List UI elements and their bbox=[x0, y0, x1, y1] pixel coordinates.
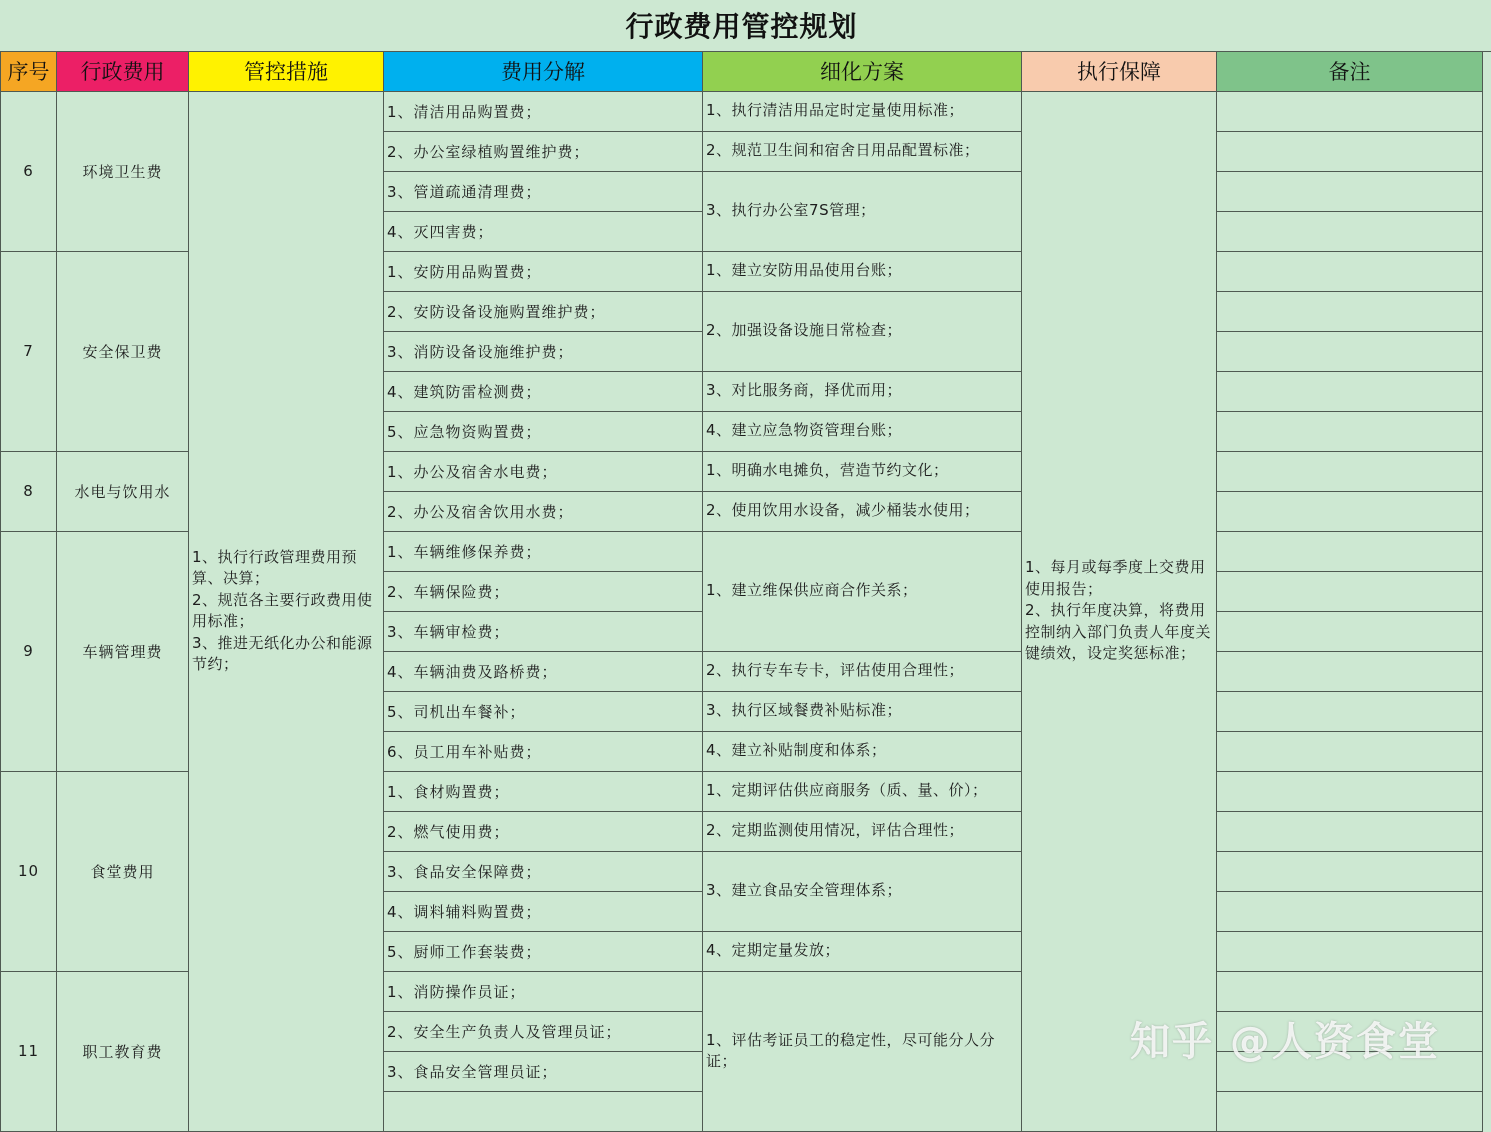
notes-cell[interactable] bbox=[1217, 491, 1483, 531]
category-cell[interactable]: 安全保卫费 bbox=[57, 251, 189, 451]
notes-cell[interactable] bbox=[1217, 1091, 1483, 1131]
column-gap bbox=[1483, 651, 1491, 691]
plan-cell[interactable]: 2、规范卫生间和宿舍日用品配置标准； bbox=[703, 131, 1022, 171]
header-seq[interactable]: 序号 bbox=[1, 51, 57, 91]
notes-cell[interactable] bbox=[1217, 571, 1483, 611]
column-gap bbox=[1483, 1011, 1491, 1051]
column-gap bbox=[1483, 811, 1491, 851]
header-measures[interactable]: 管控措施 bbox=[189, 51, 384, 91]
column-gap bbox=[1483, 131, 1491, 171]
breakdown-cell[interactable]: 1、食材购置费； bbox=[384, 771, 703, 811]
column-gap bbox=[1483, 851, 1491, 891]
notes-cell[interactable] bbox=[1217, 131, 1483, 171]
notes-cell[interactable] bbox=[1217, 251, 1483, 291]
column-gap bbox=[1483, 771, 1491, 811]
header-guarantee[interactable]: 执行保障 bbox=[1022, 51, 1217, 91]
header-plan[interactable]: 细化方案 bbox=[703, 51, 1022, 91]
breakdown-cell[interactable]: 6、员工用车补贴费； bbox=[384, 731, 703, 771]
notes-cell[interactable] bbox=[1217, 691, 1483, 731]
breakdown-cell[interactable]: 4、灭四害费； bbox=[384, 211, 703, 251]
breakdown-cell[interactable]: 1、安防用品购置费； bbox=[384, 251, 703, 291]
notes-cell[interactable] bbox=[1217, 651, 1483, 691]
breakdown-cell[interactable]: 2、燃气使用费； bbox=[384, 811, 703, 851]
column-gap bbox=[1483, 731, 1491, 771]
breakdown-cell[interactable]: 3、车辆审检费； bbox=[384, 611, 703, 651]
breakdown-cell[interactable] bbox=[384, 1091, 703, 1131]
plan-cell[interactable]: 4、建立应急物资管理台账； bbox=[703, 411, 1022, 451]
column-gap bbox=[1483, 611, 1491, 651]
column-gap bbox=[1483, 171, 1491, 211]
notes-cell[interactable] bbox=[1217, 371, 1483, 411]
notes-cell[interactable] bbox=[1217, 171, 1483, 211]
column-gap bbox=[1483, 451, 1491, 491]
header-notes[interactable]: 备注 bbox=[1217, 51, 1483, 91]
breakdown-cell[interactable]: 2、办公室绿植购置维护费； bbox=[384, 131, 703, 171]
plan-cell[interactable]: 1、建立安防用品使用台账； bbox=[703, 251, 1022, 291]
plan-cell[interactable]: 3、建立食品安全管理体系； bbox=[703, 851, 1022, 931]
plan-cell[interactable]: 2、定期监测使用情况，评估合理性； bbox=[703, 811, 1022, 851]
category-cell[interactable]: 环境卫生费 bbox=[57, 91, 189, 251]
breakdown-cell[interactable]: 2、安全生产负责人及管理员证； bbox=[384, 1011, 703, 1051]
notes-cell[interactable] bbox=[1217, 531, 1483, 571]
column-gap bbox=[1483, 691, 1491, 731]
column-gap bbox=[1483, 1051, 1491, 1091]
category-cell[interactable]: 食堂费用 bbox=[57, 771, 189, 971]
notes-cell[interactable] bbox=[1217, 811, 1483, 851]
column-gap bbox=[1483, 371, 1491, 411]
column-gap bbox=[1483, 291, 1491, 331]
breakdown-cell[interactable]: 3、食品安全保障费； bbox=[384, 851, 703, 891]
notes-cell[interactable] bbox=[1217, 731, 1483, 771]
plan-cell[interactable]: 4、建立补贴制度和体系； bbox=[703, 731, 1022, 771]
breakdown-cell[interactable]: 5、厨师工作套装费； bbox=[384, 931, 703, 971]
plan-cell[interactable]: 3、执行办公室7S管理； bbox=[703, 171, 1022, 251]
plan-cell[interactable]: 4、定期定量发放； bbox=[703, 931, 1022, 971]
seq-cell[interactable]: 10 bbox=[1, 771, 57, 971]
plan-cell[interactable]: 3、执行区域餐费补贴标准； bbox=[703, 691, 1022, 731]
breakdown-cell[interactable]: 4、车辆油费及路桥费； bbox=[384, 651, 703, 691]
notes-cell[interactable] bbox=[1217, 891, 1483, 931]
column-gap bbox=[1483, 0, 1491, 51]
breakdown-cell[interactable]: 2、车辆保险费； bbox=[384, 571, 703, 611]
header-category[interactable]: 行政费用 bbox=[57, 51, 189, 91]
notes-cell[interactable] bbox=[1217, 411, 1483, 451]
notes-cell[interactable] bbox=[1217, 211, 1483, 251]
plan-cell[interactable]: 1、评估考证员工的稳定性，尽可能分人分证； bbox=[703, 971, 1022, 1131]
plan-cell[interactable]: 1、执行清洁用品定时定量使用标准； bbox=[703, 91, 1022, 131]
seq-cell[interactable]: 11 bbox=[1, 971, 57, 1131]
column-gap bbox=[1483, 891, 1491, 931]
table-row bbox=[1, 91, 1491, 131]
breakdown-cell[interactable]: 1、清洁用品购置费； bbox=[384, 91, 703, 131]
notes-cell[interactable] bbox=[1217, 971, 1483, 1011]
column-gap bbox=[1483, 211, 1491, 251]
category-cell[interactable]: 职工教育费 bbox=[57, 971, 189, 1131]
plan-cell[interactable]: 1、建立维保供应商合作关系； bbox=[703, 531, 1022, 651]
seq-cell[interactable]: 8 bbox=[1, 451, 57, 531]
category-cell[interactable]: 水电与饮用水 bbox=[57, 451, 189, 531]
column-gap bbox=[1483, 491, 1491, 531]
notes-cell[interactable] bbox=[1217, 771, 1483, 811]
column-gap bbox=[1483, 91, 1491, 131]
seq-cell[interactable]: 7 bbox=[1, 251, 57, 451]
breakdown-cell[interactable]: 3、食品安全管理员证； bbox=[384, 1051, 703, 1091]
column-gap bbox=[1483, 251, 1491, 291]
breakdown-cell[interactable]: 2、安防设备设施购置维护费； bbox=[384, 291, 703, 331]
plan-cell[interactable]: 1、定期评估供应商服务（质、量、价）； bbox=[703, 771, 1022, 811]
notes-cell[interactable] bbox=[1217, 451, 1483, 491]
notes-cell[interactable] bbox=[1217, 611, 1483, 651]
column-gap bbox=[1483, 531, 1491, 571]
column-gap bbox=[1483, 331, 1491, 371]
seq-cell[interactable]: 9 bbox=[1, 531, 57, 771]
breakdown-cell[interactable]: 3、管道疏通清理费； bbox=[384, 171, 703, 211]
breakdown-cell[interactable]: 3、消防设备设施维护费； bbox=[384, 331, 703, 371]
guarantee-cell[interactable]: 1、每月或每季度上交费用使用报告； 2、执行年度决算，将费用控制纳入部门负责人年度关键绩效，设定奖惩标准； bbox=[1022, 91, 1217, 1131]
notes-cell[interactable] bbox=[1217, 931, 1483, 971]
breakdown-cell[interactable]: 5、应急物资购置费； bbox=[384, 411, 703, 451]
seq-cell[interactable]: 6 bbox=[1, 91, 57, 251]
breakdown-cell[interactable]: 5、司机出车餐补； bbox=[384, 691, 703, 731]
breakdown-cell[interactable]: 4、建筑防雷检测费； bbox=[384, 371, 703, 411]
sheet-title[interactable]: 行政费用管控规划 bbox=[1, 0, 1483, 51]
plan-cell[interactable]: 2、使用饮用水设备，减少桶装水使用； bbox=[703, 491, 1022, 531]
category-cell[interactable]: 车辆管理费 bbox=[57, 531, 189, 771]
notes-cell[interactable] bbox=[1217, 91, 1483, 131]
breakdown-cell[interactable]: 1、办公及宿舍水电费； bbox=[384, 451, 703, 491]
column-gap bbox=[1483, 931, 1491, 971]
column-gap bbox=[1483, 411, 1491, 451]
watermark: 知乎 @人资食堂 bbox=[1130, 1010, 1440, 1067]
notes-cell[interactable] bbox=[1217, 291, 1483, 331]
breakdown-cell[interactable]: 4、调料辅料购置费； bbox=[384, 891, 703, 931]
plan-cell[interactable]: 1、明确水电摊负，营造节约文化； bbox=[703, 451, 1022, 491]
notes-cell[interactable] bbox=[1217, 851, 1483, 891]
column-gap bbox=[1483, 571, 1491, 611]
column-gap bbox=[1483, 51, 1491, 91]
breakdown-cell[interactable]: 1、消防操作员证； bbox=[384, 971, 703, 1011]
breakdown-cell[interactable]: 2、办公及宿舍饮用水费； bbox=[384, 491, 703, 531]
column-gap bbox=[1483, 1091, 1491, 1131]
measures-cell[interactable]: 1、执行行政管理费用预算、决算； 2、规范各主要行政费用使用标准； 3、推进无纸化办公和能源节约； bbox=[189, 91, 384, 1131]
notes-cell[interactable] bbox=[1217, 331, 1483, 371]
breakdown-cell[interactable]: 1、车辆维修保养费； bbox=[384, 531, 703, 571]
header-breakdown[interactable]: 费用分解 bbox=[384, 51, 703, 91]
plan-cell[interactable]: 2、加强设备设施日常检查； bbox=[703, 291, 1022, 371]
column-gap bbox=[1483, 971, 1491, 1011]
plan-cell[interactable]: 2、执行专车专卡，评估使用合理性； bbox=[703, 651, 1022, 691]
plan-cell[interactable]: 3、对比服务商，择优而用； bbox=[703, 371, 1022, 411]
